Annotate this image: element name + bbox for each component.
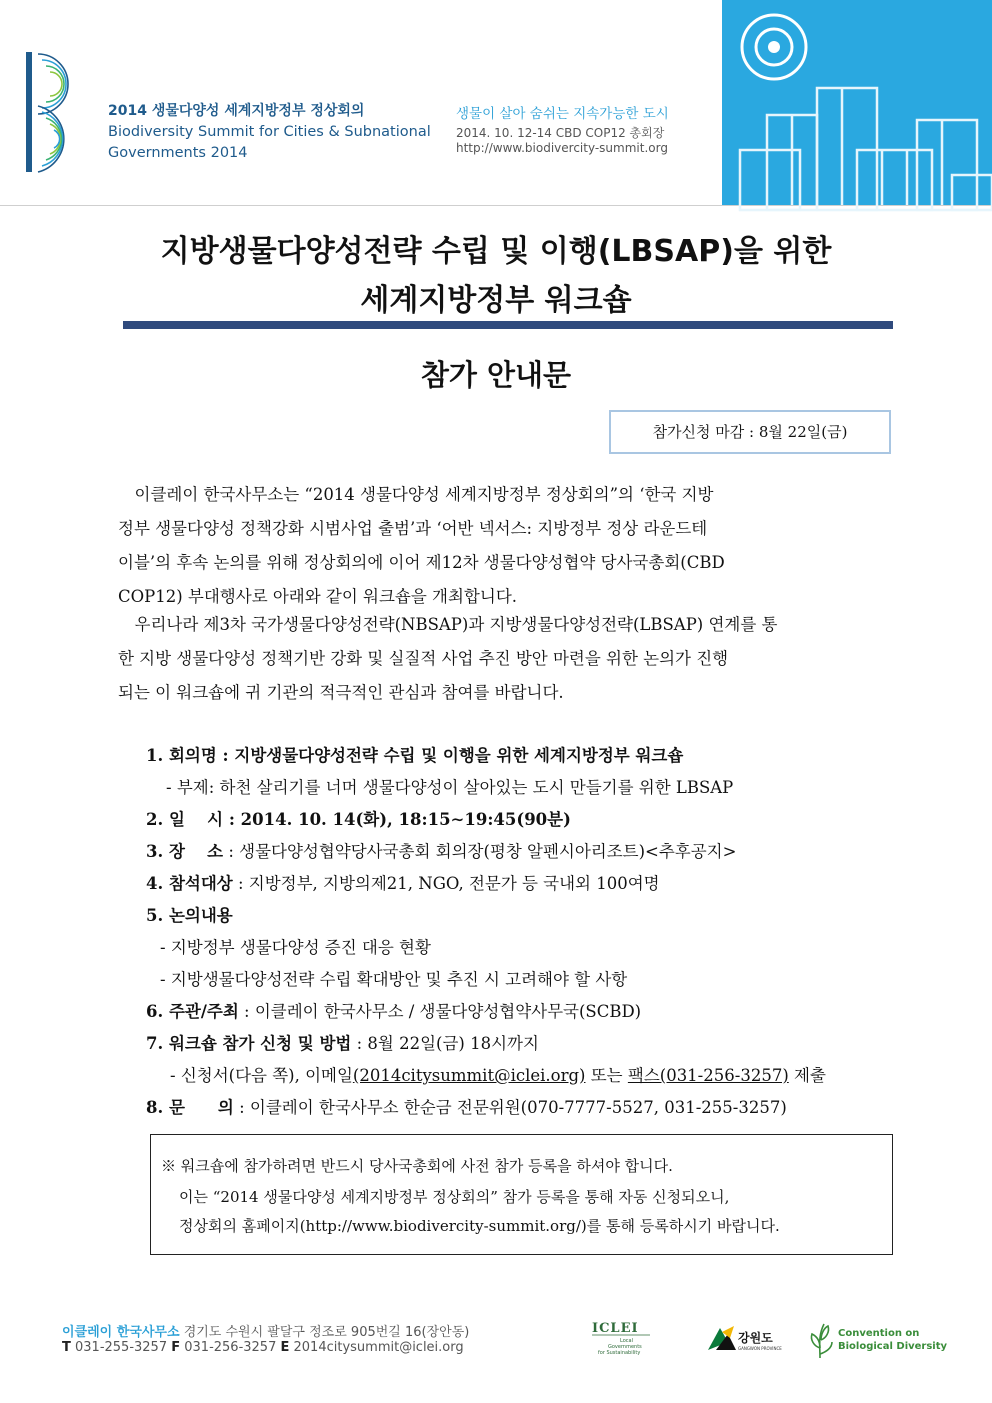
intro-p1-line: COP12) 부대행사로 아래와 같이 워크숍을 개최합니다.	[118, 587, 517, 606]
item-label: 6. 주관/주최	[146, 1002, 239, 1021]
item-attendees	[146, 870, 660, 894]
notice-line-3: 정상회의 홈페이지(http://www.biodivercity-summit.org/)를 통해 등록하시기 바랍니다.	[179, 1217, 780, 1235]
footer-address	[62, 1321, 469, 1340]
item-label: 7. 워크숍 참가 신청 및 방법	[146, 1034, 352, 1053]
item-value: : 이클레이 한국사무소 / 생물다양성협약사무국(SCBD)	[238, 1002, 642, 1021]
item-datetime	[146, 806, 571, 830]
footer-tel: 031-255-3257	[70, 1340, 172, 1355]
registration-email-link[interactable]: (2014citysummit@iclei.org)	[352, 1066, 586, 1085]
gangwon-logo-icon	[706, 1322, 786, 1356]
item-label: 3. 장 소	[146, 842, 224, 861]
item-venue	[146, 838, 736, 862]
item-label: 4. 참석대상	[146, 874, 233, 893]
summit-date-venue: 2014. 10. 12-14 CBD COP12 총회장	[456, 126, 665, 140]
footer-org-name: 이클레이 한국사무소	[62, 1325, 180, 1340]
deadline-box: 참가신청 마감 : 8월 22일(금)	[609, 410, 891, 454]
footer-email-label: E	[280, 1340, 290, 1355]
intro-p2-line: 되는 이 워크숍에 귀 기관의 적극적인 관심과 참여를 바랍니다.	[118, 683, 564, 702]
item-label: 8. 문 의	[146, 1098, 234, 1117]
intro-p1-line: 이클레이 한국사무소는 “2014 생물다양성 세계지방정부 정상회의”의 ‘한국 지방	[118, 485, 714, 504]
gangwon-logo-text: 강원도	[738, 1331, 773, 1345]
item-organizers	[146, 998, 641, 1022]
footer-email[interactable]: 2014citysummit@iclei.org	[289, 1340, 464, 1355]
iclei-sub-3: for Sustainability	[598, 1350, 641, 1356]
item-value: : 생물다양성협약당사국총회 회의장(평창 알펜시아리조트)<추후공지>	[223, 842, 737, 861]
registration-submit-text: 제출	[788, 1066, 826, 1085]
intro-p2-line: 한 지방 생물다양성 정책기반 강화 및 실질적 사업 추진 방안 마련을 위한 논의가 진행	[118, 649, 729, 668]
cbd-logo-icon	[806, 1318, 948, 1360]
item-value: : 지방정부, 지방의제21, NGO, 전문가 등 국내외 100여명	[232, 874, 660, 893]
footer-tel-label: T	[62, 1340, 71, 1355]
intro-paragraph-1	[118, 478, 898, 614]
notice-line-1: ※ 워크숍에 참가하려면 반드시 당사국총회에 사전 참가 등록을 하셔야 합니다.	[161, 1157, 673, 1175]
document-title-line2: 세계지방정부 워크숍	[360, 283, 632, 318]
footer-fax-label: F	[171, 1340, 181, 1355]
iclei-sub-2: Governments	[608, 1344, 642, 1350]
registration-fax-link[interactable]: 팩스(031-256-3257)	[627, 1066, 789, 1085]
notice-line-2: 이는 “2014 생물다양성 세계지방정부 정상회의” 참가 등록을 통해 자동 신청되오니,	[179, 1188, 730, 1206]
summit-b-logo-icon	[24, 50, 104, 175]
gangwon-logo-sub: GANGWON PROVINCE	[738, 1346, 782, 1351]
intro-p1-line: 이블’의 후속 논의를 위해 정상회의에 이어 제12차 생물다양성협약 당사국총회(CBD	[118, 553, 725, 572]
intro-paragraph-2	[118, 608, 898, 710]
document-subtitle: 참가 안내문	[420, 358, 572, 392]
title-divider	[123, 321, 893, 329]
page-header	[0, 0, 992, 206]
item-value: : 지방생물다양성전략 수립 및 이행을 위한 세계지방정부 워크숍	[216, 746, 684, 765]
registration-or-text: 또는	[585, 1066, 628, 1085]
item-discussion	[146, 902, 233, 926]
item-meeting-name	[146, 742, 683, 766]
item-registration	[146, 1030, 539, 1054]
document-title-line1: 지방생물다양성전략 수립 및 이행(LBSAP)을 위한	[160, 234, 832, 269]
intro-p2-line: 우리나라 제3차 국가생물다양성전략(NBSAP)과 지방생물다양성전략(LBSAP) 연계를 통	[118, 615, 778, 634]
item-value: : 8월 22일(금) 18시까지	[351, 1034, 539, 1053]
item-label: 1. 회의명	[146, 746, 217, 765]
summit-title-korean: 2014 생물다양성 세계지방정부 정상회의	[108, 103, 365, 119]
summit-title-english-line2: Governments 2014	[108, 145, 248, 161]
footer-contacts	[62, 1340, 464, 1355]
iclei-sub-1: Local	[620, 1338, 633, 1344]
item-label: 2. 일 시	[146, 810, 224, 829]
footer-address-text: 경기도 수원시 팔달구 정조로 905번길 16(장안동)	[179, 1325, 470, 1340]
item-discussion-sub-2: - 지방생물다양성전략 수립 확대방안 및 추진 시 고려해야 할 사항	[160, 970, 628, 989]
summit-url: http://www.biodivercity-summit.org	[456, 141, 668, 155]
item-discussion-sub-1: - 지방정부 생물다양성 증진 대응 현황	[160, 938, 431, 957]
item-label: 5. 논의내용	[146, 906, 233, 925]
item-registration-method	[170, 1062, 826, 1086]
summit-title-english-line1: Biodiversity Summit for Cities & Subnational	[108, 124, 431, 140]
item-inquiry	[146, 1094, 787, 1118]
registration-method-text: - 신청서(다음 쪽), 이메일	[170, 1066, 353, 1085]
cbd-logo-text-1: Convention on	[838, 1328, 920, 1339]
cbd-logo-text-2: Biological Diversity	[838, 1341, 948, 1352]
iclei-logo-icon	[590, 1318, 660, 1358]
city-skyline-graphic-icon	[722, 0, 992, 205]
item-value: : 2014. 10. 14(화), 18:15∼19:45(90분)	[223, 810, 571, 829]
item-meeting-subtitle: - 부제: 하천 살리기를 너머 생물다양성이 살아있는 도시 만들기를 위한 LBSAP	[166, 778, 734, 797]
footer-fax: 031-256-3257	[180, 1340, 281, 1355]
notice-box	[150, 1134, 893, 1255]
intro-p1-line: 정부 생물다양성 정책강화 시범사업 출범’과 ‘어반 넥서스: 지방정부 정상 라운드테	[118, 519, 708, 538]
summit-slogan: 생물이 살아 숨쉬는 지속가능한 도시	[456, 106, 669, 122]
iclei-logo-text: ICLEI	[592, 1321, 639, 1336]
item-value: : 이클레이 한국사무소 한순금 전문위원(070-7777-5527, 031-255-3257)	[233, 1098, 787, 1117]
